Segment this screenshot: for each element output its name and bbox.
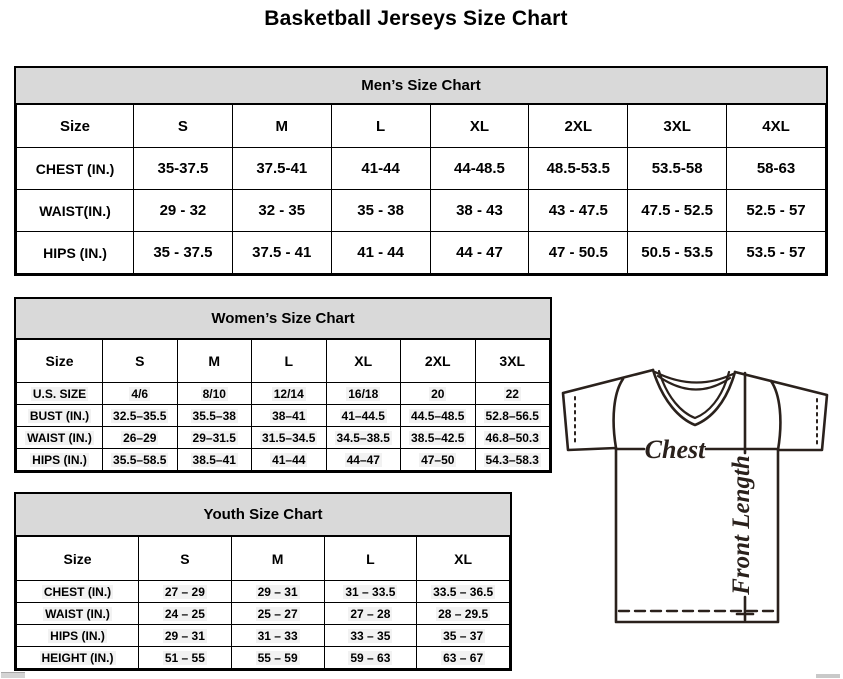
table-row (17, 148, 826, 190)
size-value-cell: 52.8–56.5 (475, 405, 550, 427)
row-label: WAIST (IN.) (17, 603, 139, 625)
column-header: XL (326, 340, 401, 383)
size-value-cell: 43 - 47.5 (529, 190, 628, 232)
size-value-cell: 31 – 33.5 (324, 581, 417, 603)
column-header: S (103, 340, 178, 383)
column-header: 3XL (475, 340, 550, 383)
size-value-cell: 33.5 – 36.5 (417, 581, 510, 603)
column-header: L (252, 340, 327, 383)
table-row (17, 647, 510, 669)
size-value-cell: 32.5–35.5 (103, 405, 178, 427)
horizontal-scrollbar-thumb-left[interactable] (1, 672, 25, 678)
row-label: HIPS (IN.) (17, 232, 134, 274)
size-value-cell: 41-44 (331, 148, 430, 190)
size-header-row (17, 105, 826, 148)
jersey-armhole-left (614, 379, 623, 448)
column-header: Size (17, 340, 103, 383)
size-value-cell: 41–44 (252, 449, 327, 471)
column-header: S (134, 105, 233, 148)
womens-size-table (16, 339, 550, 471)
jersey-outline (563, 370, 827, 622)
size-value-cell: 35.5–38 (177, 405, 252, 427)
size-value-cell: 47 - 50.5 (529, 232, 628, 274)
size-value-cell: 58-63 (727, 148, 826, 190)
column-header: XL (430, 105, 529, 148)
size-value-cell: 52.5 - 57 (727, 190, 826, 232)
jersey-armhole-right (771, 381, 780, 450)
table-row (17, 625, 510, 647)
size-value-cell: 48.5-53.5 (529, 148, 628, 190)
size-value-cell: 44.5–48.5 (401, 405, 476, 427)
size-value-cell: 47–50 (401, 449, 476, 471)
table-row (17, 383, 550, 405)
size-value-cell: 35 - 38 (331, 190, 430, 232)
size-value-cell: 27 – 28 (324, 603, 417, 625)
column-header: Size (17, 105, 134, 148)
column-header: 2XL (529, 105, 628, 148)
size-value-cell: 8/10 (177, 383, 252, 405)
table-row (17, 581, 510, 603)
column-header: M (231, 537, 324, 581)
row-label: WAIST(IN.) (17, 190, 134, 232)
column-header: M (177, 340, 252, 383)
size-value-cell: 44–47 (326, 449, 401, 471)
chest-label: Chest (644, 435, 706, 464)
size-value-cell: 29 – 31 (231, 581, 324, 603)
row-label: BUST (IN.) (17, 405, 103, 427)
table-row (17, 427, 550, 449)
youth-chart-title: Youth Size Chart (16, 494, 510, 536)
size-value-cell: 50.5 - 53.5 (628, 232, 727, 274)
size-value-cell: 26–29 (103, 427, 178, 449)
column-header: L (324, 537, 417, 581)
size-value-cell: 47.5 - 52.5 (628, 190, 727, 232)
size-value-cell: 44 - 47 (430, 232, 529, 274)
youth-size-chart (14, 492, 512, 671)
column-header: S (139, 537, 232, 581)
size-value-cell: 37.5-41 (232, 148, 331, 190)
row-label: CHEST (IN.) (17, 581, 139, 603)
size-value-cell: 41 - 44 (331, 232, 430, 274)
size-value-cell: 31.5–34.5 (252, 427, 327, 449)
size-value-cell: 37.5 - 41 (232, 232, 331, 274)
size-value-cell: 38.5–42.5 (401, 427, 476, 449)
size-value-cell: 27 – 29 (139, 581, 232, 603)
size-value-cell: 12/14 (252, 383, 327, 405)
jersey-diagram-icon (552, 362, 843, 634)
row-label: HEIGHT (IN.) (17, 647, 139, 669)
row-label: WAIST (IN.) (17, 427, 103, 449)
size-value-cell: 63 – 67 (417, 647, 510, 669)
youth-size-table (16, 536, 510, 669)
size-header-row (17, 340, 550, 383)
size-value-cell: 29–31.5 (177, 427, 252, 449)
table-row (17, 449, 550, 471)
table-row (17, 232, 826, 274)
womens-size-chart (14, 297, 552, 473)
horizontal-scrollbar-thumb-right[interactable] (816, 674, 840, 678)
size-value-cell: 28 – 29.5 (417, 603, 510, 625)
size-header-row (17, 537, 510, 581)
row-label: HIPS (IN.) (17, 625, 139, 647)
size-value-cell: 29 - 32 (134, 190, 233, 232)
column-header: XL (417, 537, 510, 581)
size-value-cell: 44-48.5 (430, 148, 529, 190)
size-value-cell: 24 – 25 (139, 603, 232, 625)
column-header: 3XL (628, 105, 727, 148)
column-header: L (331, 105, 430, 148)
row-label: U.S. SIZE (17, 383, 103, 405)
size-value-cell: 31 – 33 (231, 625, 324, 647)
size-value-cell: 55 – 59 (231, 647, 324, 669)
size-value-cell: 4/6 (103, 383, 178, 405)
size-value-cell: 35.5–58.5 (103, 449, 178, 471)
table-row (17, 405, 550, 427)
size-value-cell: 38.5–41 (177, 449, 252, 471)
mens-size-table (16, 104, 826, 274)
column-header: 4XL (727, 105, 826, 148)
table-row (17, 190, 826, 232)
size-value-cell: 59 – 63 (324, 647, 417, 669)
column-header: M (232, 105, 331, 148)
size-value-cell: 38 - 43 (430, 190, 529, 232)
size-value-cell: 35 - 37.5 (134, 232, 233, 274)
size-value-cell: 51 – 55 (139, 647, 232, 669)
size-value-cell: 16/18 (326, 383, 401, 405)
size-value-cell: 53.5 - 57 (727, 232, 826, 274)
size-value-cell: 32 - 35 (232, 190, 331, 232)
mens-chart-title: Men’s Size Chart (16, 68, 826, 104)
size-value-cell: 41–44.5 (326, 405, 401, 427)
size-value-cell: 22 (475, 383, 550, 405)
front-length-label: Front Length (728, 455, 755, 595)
column-header: Size (17, 537, 139, 581)
size-value-cell: 20 (401, 383, 476, 405)
size-value-cell: 35 – 37 (417, 625, 510, 647)
size-value-cell: 35-37.5 (134, 148, 233, 190)
row-label: HIPS (IN.) (17, 449, 103, 471)
size-value-cell: 53.5-58 (628, 148, 727, 190)
page-title: Basketball Jerseys Size Chart (264, 7, 568, 30)
size-value-cell: 25 – 27 (231, 603, 324, 625)
womens-chart-title: Women’s Size Chart (16, 299, 550, 339)
size-value-cell: 33 – 35 (324, 625, 417, 647)
mens-size-chart (14, 66, 828, 276)
size-value-cell: 34.5–38.5 (326, 427, 401, 449)
row-label: CHEST (IN.) (17, 148, 134, 190)
size-value-cell: 29 – 31 (139, 625, 232, 647)
column-header: 2XL (401, 340, 476, 383)
size-value-cell: 38–41 (252, 405, 327, 427)
size-value-cell: 46.8–50.3 (475, 427, 550, 449)
jersey-measurement-diagram (552, 362, 843, 634)
table-row (17, 603, 510, 625)
size-value-cell: 54.3–58.3 (475, 449, 550, 471)
